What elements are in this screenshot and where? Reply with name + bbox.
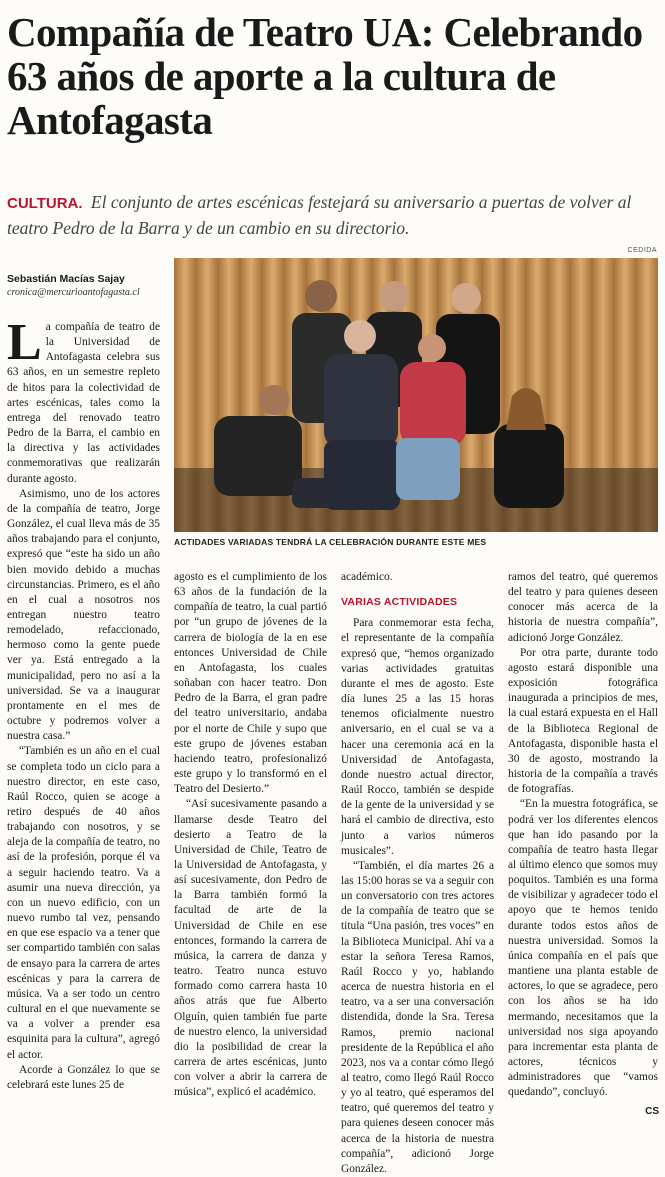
paragraph-7-cont: ramos del teatro, qué queremos del teatro y para quienes deseen conocer más acerca de la historia de nuestra compañía”, adicionó Jorge González. — [508, 571, 658, 644]
column-3 — [341, 570, 494, 1175]
paragraph-7: “También, el día martes 26 a las 15:00 horas se va a seguir con un conversatorio con tres actores de la compañía de teatro que se titula “Una pasión, tres voces” en la Biblioteca Municipal. Ahí va a estar la señora Teresa Ramos, Raúl Rocco y yo, hablando acerca de nuestra historia en el teatro, va a ser una conversación distendida, donde la Sra. Teresa Ramos, premio nacional presidente de la República el año 2023, nos va a contar cómo llegó al teatro, como llegó Raúl Rocco y yo al teatro, qué esperamos del teatro, qué queremos del teatro y para quienes deseen conocer más acerca de la historia de nuestra compañía”, adicionó Jorge González. — [341, 859, 494, 1175]
author-email: cronica@mercurioantofagasta.cl — [7, 287, 140, 298]
group-photo — [174, 258, 658, 532]
lead-paragraph — [7, 190, 657, 240]
group-photo-illustration — [174, 258, 658, 532]
end-mark: CS — [645, 1106, 659, 1117]
paragraph-8: Por otra parte, durante todo agosto estará disponible una exposición fotográfica inaugurada a principios de mes, la cual estará expuesta en el Hall de la Biblioteca Regional de Antofagasta, disponible hasta el 30 de agosto, mostrando la historia de la compañía a través de fotografías. — [508, 646, 658, 796]
paragraph-5-end: académico. — [341, 571, 393, 583]
paragraph-3: “También es un año en el cual se completa todo un ciclo para a nuestro director, en este caso, Raúl Rocco, quien se acoge a retiro después de 40 años trabajando con nosotros, y se aleja de la compañía de teatro, no así de la profesión, porque él va a seguir haciendo teatro. Va a asumir una nueva dirección, ya con un nuevo edificio, con un nuevo rumbo tal vez, pensando en que ese espacio va a tener que ser compartido también con salas de ensayo para la carrera de artes escénicas y para la carrera de música. Va a ser todo un centro cultural en el que nuevamente se va a volver a prender esa esquinita para la cultura”, agregó el actor. — [7, 745, 160, 1061]
paragraph-6: Para conmemorar esta fecha, el representante de la compañía expresó que, “hemos organizado varias actividades gratuitas durante el mes de agosto. Este día lunes 25 a las 15 horas tenemos oficialmente nuestro aniversario, en el cual se va a hacer una ceremonia acá en la Universidad de Antofagasta, donde nuestro actual director, Raúl Rocco, también se despide de la gente de la universidad y se hará el cambio de directiva, esto junto a varios números musicales”. — [341, 617, 494, 857]
column-1 — [7, 314, 160, 1115]
subhead-varias-actividades: VARIAS ACTIVIDADES — [341, 596, 458, 609]
paragraph-5: “Así sucesivamente pasando a llamarse desde Teatro del desierto a Teatro de la Universidad de Chile, Teatro de la Universidad de Antofagasta, y así sucesivamente, don Pedro de la Barra también formó la facultad de arte de la Universidad de Chile en ese entonces, formando la carrera de música, la carrera de danza y teatro. Teatro nunca estuvo formado como carrera hasta 10 años atrás que fue Alberto Olguín, quien también fue parte de nuestro elenco, la universidad dio la posibilidad de crear la carrera de artes escénicas, junto con volver a abrir la carrera de música”, explicó el académico. — [174, 798, 327, 1099]
paragraph-4-start: Acorde a González lo que se celebrará este lunes 25 de — [7, 1063, 160, 1091]
paragraph-2: Asimismo, uno de los actores de la compañía de teatro, Jorge González, el cual lleva más de 35 años trabajando para el conjunto, expresó que “este ha sido un año bien movido debido a muchas circunstancias. Primero, es el año en el cual a nosotros nos entregan nuestro teatro remodelado, refaccionado, hermoso como la gente puede ver ya. Está entregado a la municipalidad, pero no así a la universidad. Se va a inaugurar prontamente en el mes de octubre y podremos volver a nuestra casa.” — [7, 487, 160, 743]
paragraph-1: La compañía de teatro de la Universidad de Antofagasta celebra sus 63 años, en un semestre repleto de hitos para la colectividad de artes escénicas, tales como la entrega del renovado teatro Pedro de la Barra, el cambio en la directiva y las actividades conmemorativas que realizarán durante agosto. — [7, 314, 160, 485]
paragraph-9: “En la muestra fotográfica, se podrá ver los diferentes elencos que han ido pasando por la compañía de teatro hasta llegar al último elenco que somos muy poquitos. También es una forma de visibilizar y agradecer todo el apoyo que te hemos tenido durante todos estos años de nuestra universidad. Somos la única compañía en el país que mantiene una planta estable de actores, lo que se agradece, pero con los años se ha ido mermando, necesitamos que la universidad nos siga apoyando para incrementar esta planta de actores, técnicos y administradores que “vamos quedando”, concluyó. — [508, 798, 658, 1099]
column-4 — [508, 570, 658, 1115]
photo-caption: ACTIDADES VARIADAS TENDRÁ LA CELEBRACIÓN DURANTE ESTE MES — [174, 537, 487, 547]
headline: Compañía de Teatro UA: Celebrando 63 años de aporte a la cultura de Antofagasta — [7, 9, 643, 143]
column-2 — [174, 570, 327, 1115]
lead-text: El conjunto de artes escénicas festejará su aniversario a puertas de volver al teatro Pedro de la Barra y de un cambio en su directorio. — [7, 192, 632, 238]
photo-credit: CEDIDA — [627, 247, 657, 254]
author-name: Sebastián Macías Sajay — [7, 273, 125, 285]
paragraph-4-cont: agosto es el cumplimiento de los 63 años de la fundación de la compañía de teatro, la cual partió por “un grupo de jóvenes de la carrera de biología de la en ese entonces Universidad de Chile en Antofagasta, los cuales soñaban con hacer teatro. Don Pedro de la Barra, el gran padre del teatro universitario, andaba por el norte de Chile y supo que este grupo de jóvenes estaban haciendo teatro, profesionalizó este grupo y lo transformó en el Teatro del Desierto.” — [174, 571, 327, 796]
byline — [7, 273, 167, 298]
section-label: CULTURA. — [7, 195, 83, 212]
dropcap: L — [7, 314, 42, 371]
